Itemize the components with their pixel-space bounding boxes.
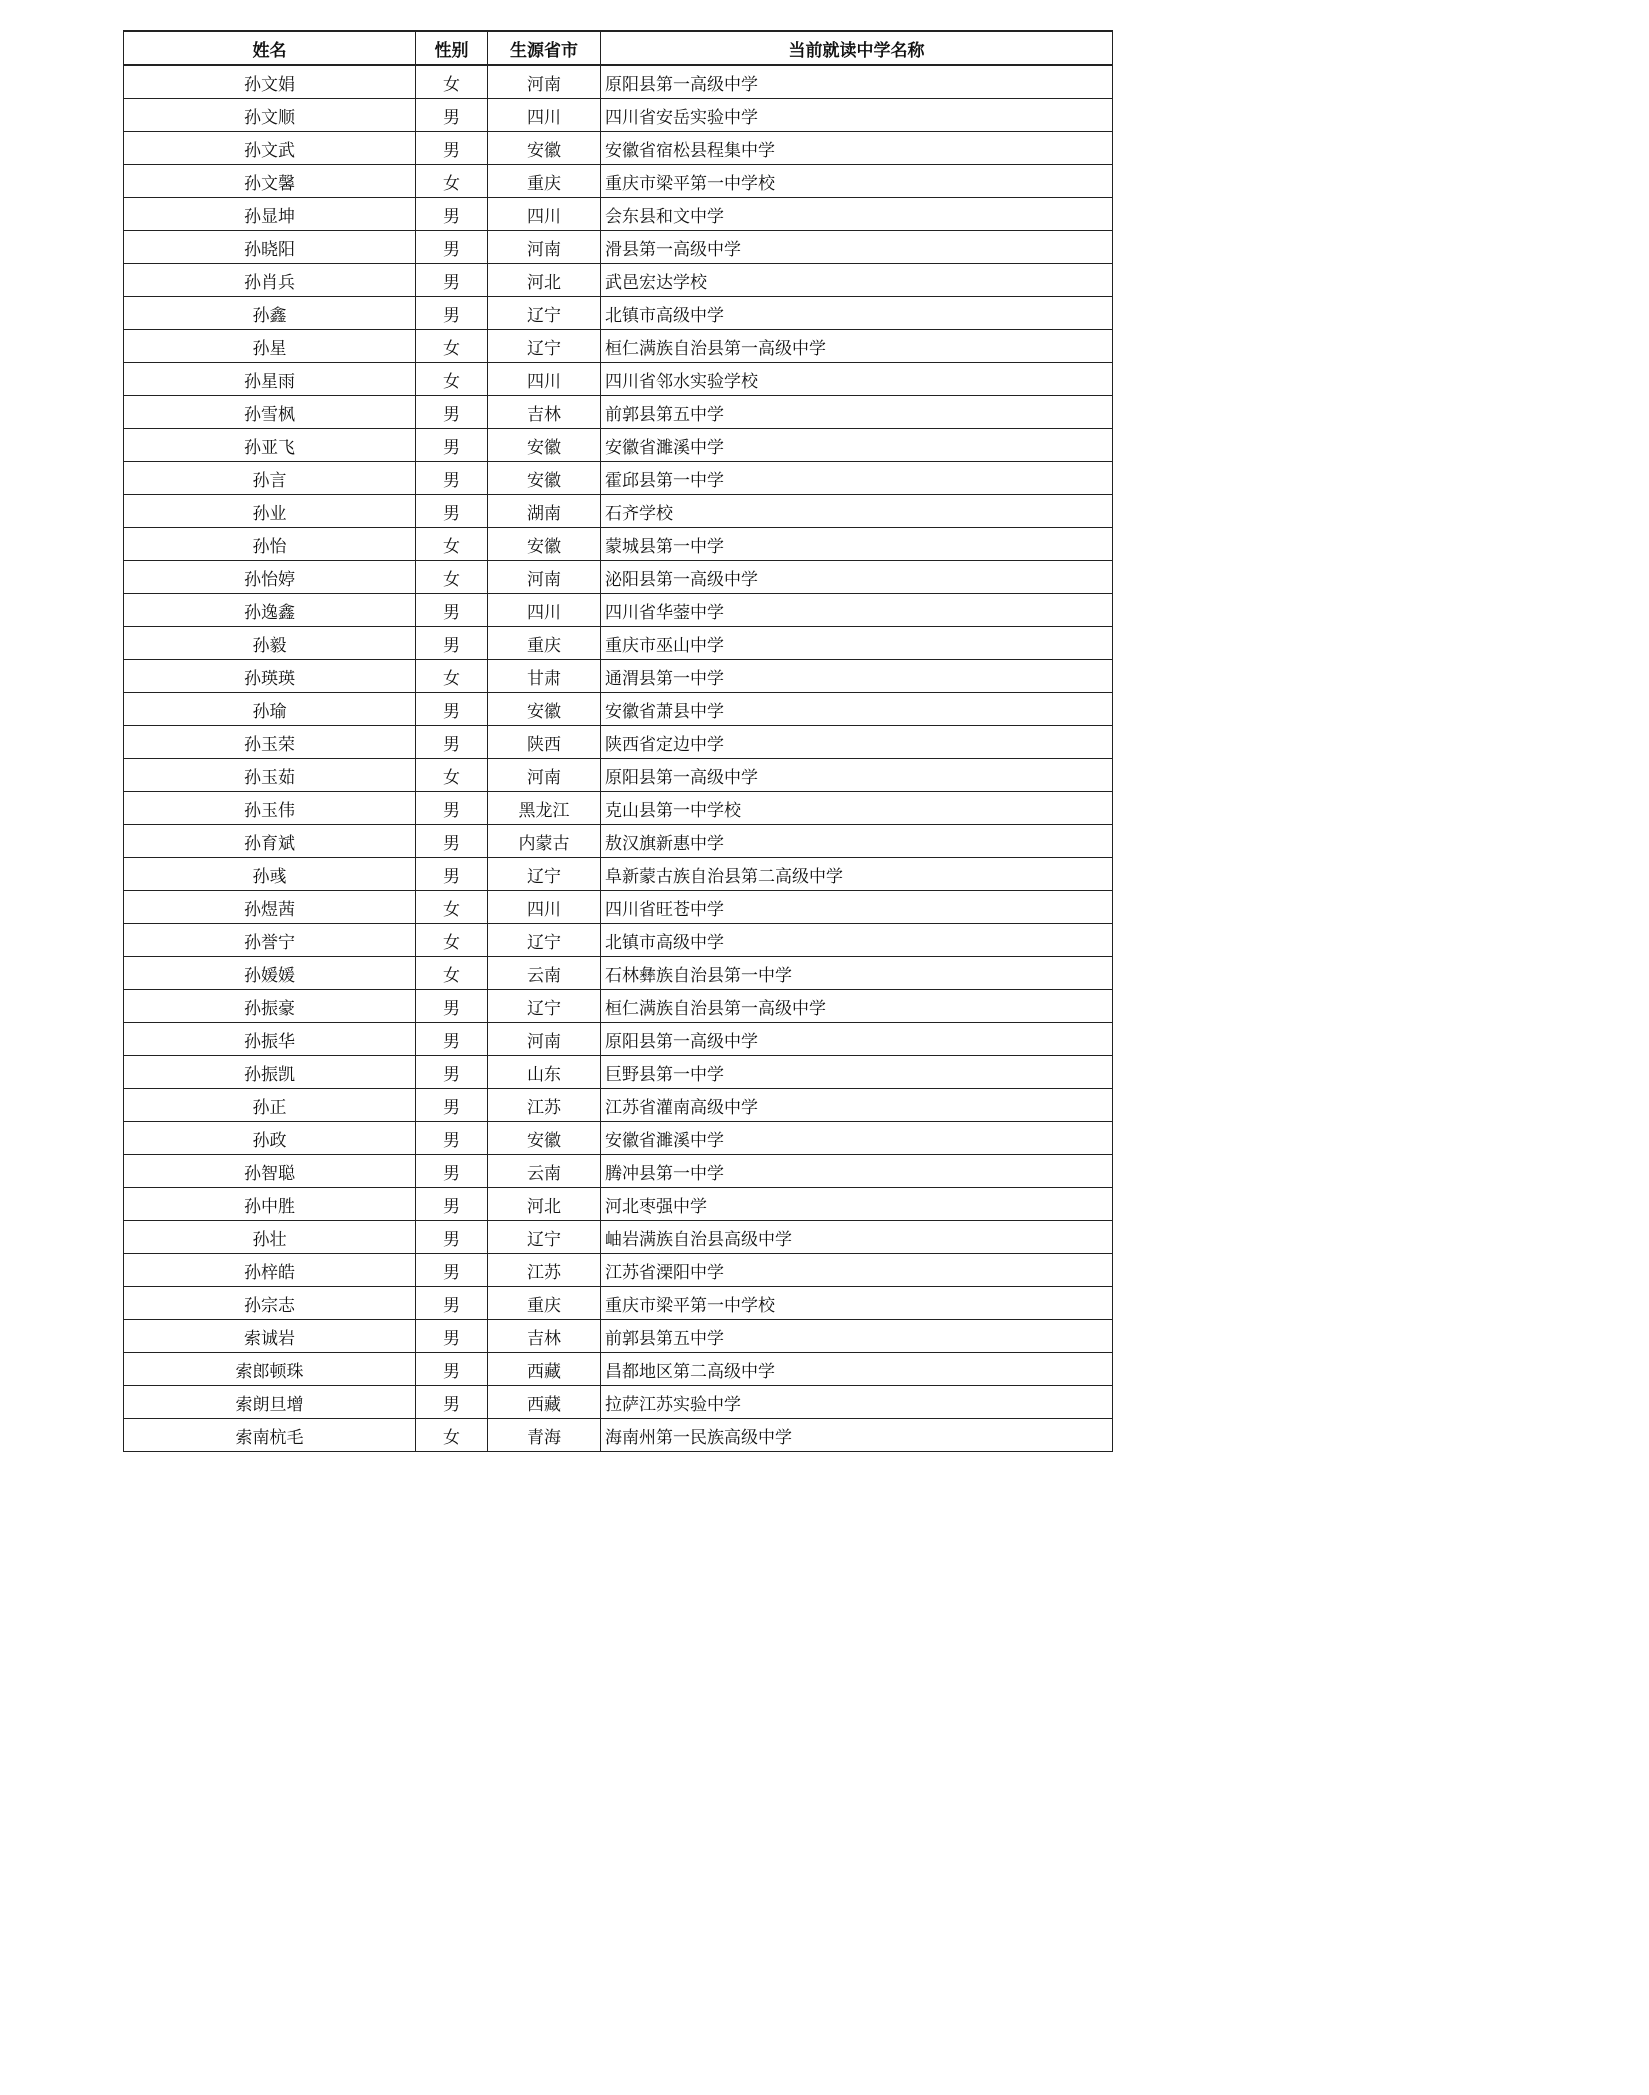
table-row	[124, 759, 1113, 792]
name-cell: 孙媛媛	[124, 957, 416, 990]
school-cell: 岫岩满族自治县高级中学	[601, 1221, 1113, 1254]
gender-cell: 女	[416, 660, 488, 693]
table-row	[124, 198, 1113, 231]
school-cell: 河北枣强中学	[601, 1188, 1113, 1221]
table-row	[124, 1188, 1113, 1221]
gender-cell: 男	[416, 99, 488, 132]
table-row	[124, 891, 1113, 924]
province-cell: 辽宁	[488, 990, 601, 1023]
province-cell: 重庆	[488, 1287, 601, 1320]
table-row	[124, 65, 1113, 99]
province-cell: 四川	[488, 99, 601, 132]
table-row	[124, 1089, 1113, 1122]
province-cell: 安徽	[488, 693, 601, 726]
name-cell: 孙振豪	[124, 990, 416, 1023]
province-cell: 安徽	[488, 132, 601, 165]
name-cell: 孙中胜	[124, 1188, 416, 1221]
gender-cell: 男	[416, 132, 488, 165]
name-cell: 孙鑫	[124, 297, 416, 330]
gender-cell: 男	[416, 1320, 488, 1353]
table-row	[124, 165, 1113, 198]
gender-cell: 女	[416, 1419, 488, 1452]
province-cell: 安徽	[488, 429, 601, 462]
table-row	[124, 429, 1113, 462]
province-cell: 吉林	[488, 1320, 601, 1353]
province-cell: 四川	[488, 198, 601, 231]
school-cell: 安徽省濉溪中学	[601, 429, 1113, 462]
province-cell: 陕西	[488, 726, 601, 759]
province-cell: 江苏	[488, 1254, 601, 1287]
name-cell: 孙振凯	[124, 1056, 416, 1089]
school-cell: 石林彝族自治县第一中学	[601, 957, 1113, 990]
table-row	[124, 1023, 1113, 1056]
school-cell: 四川省旺苍中学	[601, 891, 1113, 924]
province-cell: 西藏	[488, 1386, 601, 1419]
name-cell: 孙彧	[124, 858, 416, 891]
name-cell: 孙言	[124, 462, 416, 495]
table-row	[124, 1254, 1113, 1287]
province-cell: 四川	[488, 594, 601, 627]
school-cell: 武邑宏达学校	[601, 264, 1113, 297]
table-row	[124, 660, 1113, 693]
school-cell: 北镇市高级中学	[601, 297, 1113, 330]
gender-cell: 男	[416, 990, 488, 1023]
gender-cell: 女	[416, 65, 488, 99]
name-cell: 索诚岩	[124, 1320, 416, 1353]
school-cell: 巨野县第一中学	[601, 1056, 1113, 1089]
school-cell: 四川省华蓥中学	[601, 594, 1113, 627]
name-cell: 孙瑜	[124, 693, 416, 726]
school-cell: 敖汉旗新惠中学	[601, 825, 1113, 858]
school-cell: 前郭县第五中学	[601, 396, 1113, 429]
province-cell: 四川	[488, 363, 601, 396]
gender-cell: 男	[416, 693, 488, 726]
table-body	[124, 65, 1113, 1452]
table-row	[124, 1155, 1113, 1188]
table-row	[124, 462, 1113, 495]
school-cell: 安徽省宿松县程集中学	[601, 132, 1113, 165]
table-row	[124, 297, 1113, 330]
school-cell: 昌都地区第二高级中学	[601, 1353, 1113, 1386]
gender-cell: 男	[416, 297, 488, 330]
gender-cell: 男	[416, 858, 488, 891]
gender-cell: 女	[416, 363, 488, 396]
name-cell: 孙玉伟	[124, 792, 416, 825]
table-row	[124, 1122, 1113, 1155]
school-cell: 拉萨江苏实验中学	[601, 1386, 1113, 1419]
province-cell: 河南	[488, 561, 601, 594]
name-cell: 孙雪枫	[124, 396, 416, 429]
name-cell: 孙宗志	[124, 1287, 416, 1320]
province-cell: 辽宁	[488, 924, 601, 957]
table-row	[124, 1056, 1113, 1089]
table-row	[124, 1221, 1113, 1254]
gender-cell: 女	[416, 330, 488, 363]
gender-cell: 男	[416, 1221, 488, 1254]
province-cell: 辽宁	[488, 297, 601, 330]
name-cell: 孙玉茹	[124, 759, 416, 792]
name-cell: 孙壮	[124, 1221, 416, 1254]
school-cell: 石齐学校	[601, 495, 1113, 528]
name-cell: 孙文武	[124, 132, 416, 165]
province-cell: 甘肃	[488, 660, 601, 693]
gender-cell: 女	[416, 528, 488, 561]
province-cell: 内蒙古	[488, 825, 601, 858]
gender-cell: 男	[416, 495, 488, 528]
gender-cell: 男	[416, 1188, 488, 1221]
province-cell: 河北	[488, 1188, 601, 1221]
gender-cell: 男	[416, 462, 488, 495]
school-cell: 海南州第一民族高级中学	[601, 1419, 1113, 1452]
school-cell: 重庆市梁平第一中学校	[601, 1287, 1113, 1320]
name-cell: 孙瑛瑛	[124, 660, 416, 693]
school-cell: 通渭县第一中学	[601, 660, 1113, 693]
name-cell: 孙星	[124, 330, 416, 363]
gender-cell: 男	[416, 396, 488, 429]
column-header-1: 性别	[416, 31, 488, 65]
table-row	[124, 99, 1113, 132]
name-cell: 索朗旦增	[124, 1386, 416, 1419]
province-cell: 河南	[488, 759, 601, 792]
name-cell: 孙育斌	[124, 825, 416, 858]
gender-cell: 男	[416, 726, 488, 759]
gender-cell: 男	[416, 231, 488, 264]
table-row	[124, 957, 1113, 990]
province-cell: 河南	[488, 65, 601, 99]
name-cell: 孙煜茜	[124, 891, 416, 924]
school-cell: 陕西省定边中学	[601, 726, 1113, 759]
gender-cell: 男	[416, 1386, 488, 1419]
gender-cell: 女	[416, 165, 488, 198]
table-row	[124, 627, 1113, 660]
school-cell: 滑县第一高级中学	[601, 231, 1113, 264]
gender-cell: 男	[416, 627, 488, 660]
gender-cell: 男	[416, 1254, 488, 1287]
table-row	[124, 594, 1113, 627]
name-cell: 孙晓阳	[124, 231, 416, 264]
table-row	[124, 396, 1113, 429]
school-cell: 泌阳县第一高级中学	[601, 561, 1113, 594]
province-cell: 重庆	[488, 165, 601, 198]
column-header-3: 当前就读中学名称	[601, 31, 1113, 65]
gender-cell: 男	[416, 1287, 488, 1320]
name-cell: 索南杭毛	[124, 1419, 416, 1452]
school-cell: 四川省安岳实验中学	[601, 99, 1113, 132]
province-cell: 黑龙江	[488, 792, 601, 825]
school-cell: 桓仁满族自治县第一高级中学	[601, 990, 1113, 1023]
school-cell: 安徽省萧县中学	[601, 693, 1113, 726]
name-cell: 孙毅	[124, 627, 416, 660]
school-cell: 前郭县第五中学	[601, 1320, 1113, 1353]
province-cell: 云南	[488, 1155, 601, 1188]
student-roster-table	[123, 30, 1113, 1452]
school-cell: 原阳县第一高级中学	[601, 1023, 1113, 1056]
gender-cell: 女	[416, 924, 488, 957]
name-cell: 索郎顿珠	[124, 1353, 416, 1386]
table-row	[124, 924, 1113, 957]
school-cell: 重庆市巫山中学	[601, 627, 1113, 660]
province-cell: 安徽	[488, 528, 601, 561]
province-cell: 湖南	[488, 495, 601, 528]
name-cell: 孙星雨	[124, 363, 416, 396]
province-cell: 辽宁	[488, 330, 601, 363]
gender-cell: 男	[416, 1056, 488, 1089]
province-cell: 辽宁	[488, 1221, 601, 1254]
school-cell: 北镇市高级中学	[601, 924, 1113, 957]
table-row	[124, 1320, 1113, 1353]
gender-cell: 女	[416, 759, 488, 792]
school-cell: 四川省邻水实验学校	[601, 363, 1113, 396]
school-cell: 重庆市梁平第一中学校	[601, 165, 1113, 198]
table-row	[124, 792, 1113, 825]
gender-cell: 男	[416, 1353, 488, 1386]
column-header-2: 生源省市	[488, 31, 601, 65]
province-cell: 云南	[488, 957, 601, 990]
name-cell: 孙梓皓	[124, 1254, 416, 1287]
province-cell: 吉林	[488, 396, 601, 429]
table-row	[124, 990, 1113, 1023]
gender-cell: 女	[416, 561, 488, 594]
table-row	[124, 264, 1113, 297]
name-cell: 孙誉宁	[124, 924, 416, 957]
school-cell: 腾冲县第一中学	[601, 1155, 1113, 1188]
name-cell: 孙正	[124, 1089, 416, 1122]
gender-cell: 男	[416, 264, 488, 297]
school-cell: 安徽省濉溪中学	[601, 1122, 1113, 1155]
gender-cell: 男	[416, 1089, 488, 1122]
province-cell: 青海	[488, 1419, 601, 1452]
table-row	[124, 1287, 1113, 1320]
gender-cell: 男	[416, 429, 488, 462]
province-cell: 四川	[488, 891, 601, 924]
table-row	[124, 858, 1113, 891]
school-cell: 霍邱县第一中学	[601, 462, 1113, 495]
gender-cell: 男	[416, 1023, 488, 1056]
table-row	[124, 495, 1113, 528]
province-cell: 河南	[488, 1023, 601, 1056]
name-cell: 孙文娟	[124, 65, 416, 99]
province-cell: 河北	[488, 264, 601, 297]
province-cell: 山东	[488, 1056, 601, 1089]
name-cell: 孙肖兵	[124, 264, 416, 297]
school-cell: 桓仁满族自治县第一高级中学	[601, 330, 1113, 363]
table-row	[124, 1419, 1113, 1452]
gender-cell: 女	[416, 957, 488, 990]
name-cell: 孙业	[124, 495, 416, 528]
school-cell: 阜新蒙古族自治县第二高级中学	[601, 858, 1113, 891]
name-cell: 孙怡	[124, 528, 416, 561]
name-cell: 孙文顺	[124, 99, 416, 132]
table-row	[124, 132, 1113, 165]
table-row	[124, 231, 1113, 264]
school-cell: 原阳县第一高级中学	[601, 65, 1113, 99]
province-cell: 安徽	[488, 462, 601, 495]
school-cell: 江苏省溧阳中学	[601, 1254, 1113, 1287]
name-cell: 孙逸鑫	[124, 594, 416, 627]
table-row	[124, 363, 1113, 396]
table-row	[124, 1386, 1113, 1419]
province-cell: 安徽	[488, 1122, 601, 1155]
table-row	[124, 825, 1113, 858]
gender-cell: 女	[416, 891, 488, 924]
name-cell: 孙振华	[124, 1023, 416, 1056]
header-row	[124, 31, 1113, 65]
name-cell: 孙政	[124, 1122, 416, 1155]
name-cell: 孙怡婷	[124, 561, 416, 594]
province-cell: 河南	[488, 231, 601, 264]
table-row	[124, 528, 1113, 561]
school-cell: 蒙城县第一中学	[601, 528, 1113, 561]
name-cell: 孙显坤	[124, 198, 416, 231]
gender-cell: 男	[416, 792, 488, 825]
gender-cell: 男	[416, 1122, 488, 1155]
school-cell: 原阳县第一高级中学	[601, 759, 1113, 792]
gender-cell: 男	[416, 825, 488, 858]
province-cell: 江苏	[488, 1089, 601, 1122]
table-row	[124, 1353, 1113, 1386]
table-row	[124, 330, 1113, 363]
province-cell: 重庆	[488, 627, 601, 660]
school-cell: 江苏省灌南高级中学	[601, 1089, 1113, 1122]
gender-cell: 男	[416, 1155, 488, 1188]
column-header-0: 姓名	[124, 31, 416, 65]
province-cell: 辽宁	[488, 858, 601, 891]
province-cell: 西藏	[488, 1353, 601, 1386]
gender-cell: 男	[416, 198, 488, 231]
name-cell: 孙玉荣	[124, 726, 416, 759]
school-cell: 克山县第一中学校	[601, 792, 1113, 825]
name-cell: 孙亚飞	[124, 429, 416, 462]
table-row	[124, 693, 1113, 726]
name-cell: 孙文馨	[124, 165, 416, 198]
table-row	[124, 726, 1113, 759]
school-cell: 会东县和文中学	[601, 198, 1113, 231]
gender-cell: 男	[416, 594, 488, 627]
name-cell: 孙智聪	[124, 1155, 416, 1188]
table-row	[124, 561, 1113, 594]
